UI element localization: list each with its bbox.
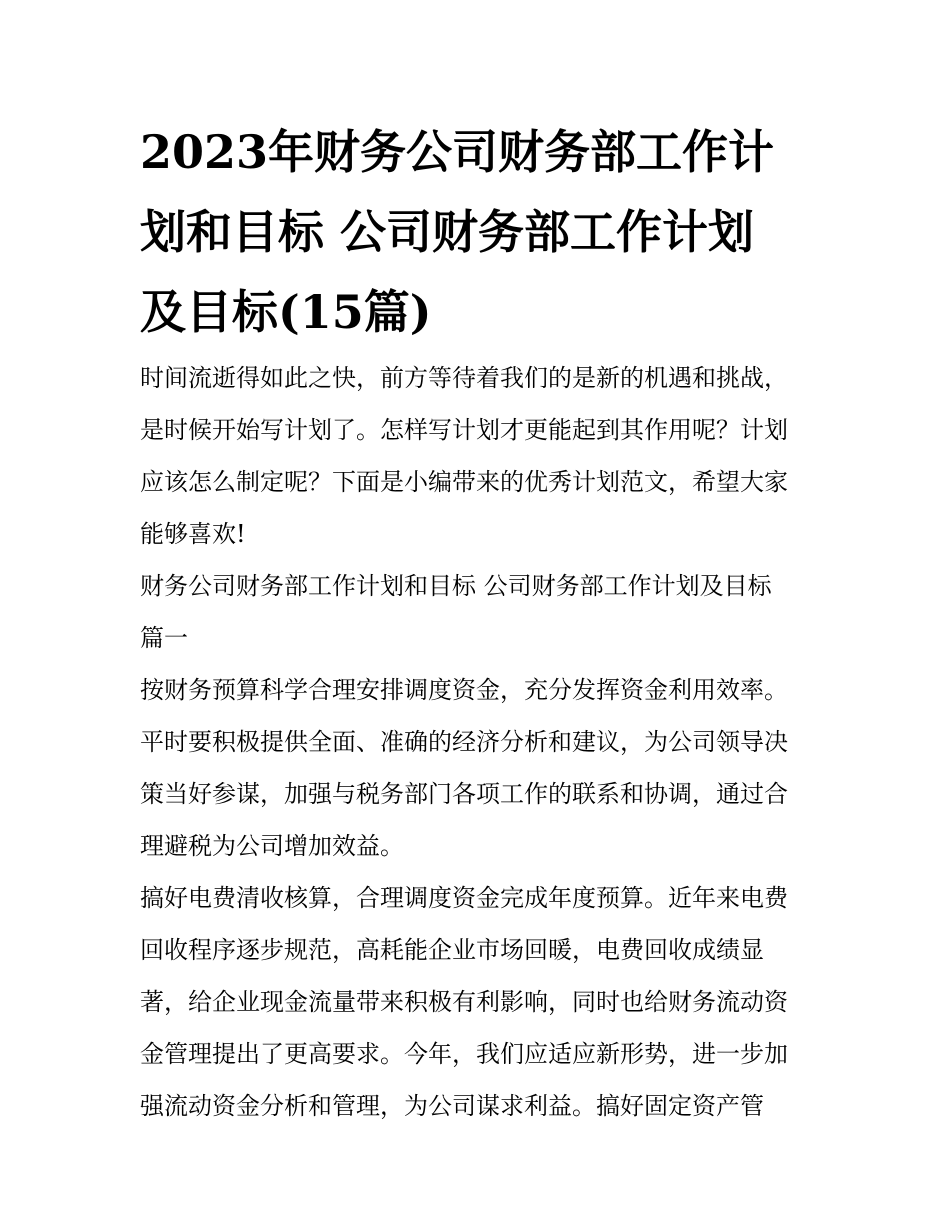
title-line-1: 2023年财务公司财务部工作计	[140, 125, 775, 179]
body-line-15: 强流动资金分析和管理，为公司谋求利益。搞好固定资产管	[140, 1092, 764, 1120]
body-line-14: 金管理提出了更高要求。今年，我们应适应新形势，进一步加	[140, 1040, 788, 1068]
body-line-13: 著，给企业现金流量带来积极有利影响，同时也给财务流动资	[140, 988, 788, 1016]
document-body	[140, 352, 820, 1132]
body-line-1: 时间流逝得如此之快，前方等待着我们的是新的机遇和挑战，	[140, 364, 788, 392]
body-line-12: 回收程序逐步规范，高耗能企业市场回暖，电费回收成绩显	[140, 936, 764, 964]
body-line-11: 搞好电费清收核算，合理调度资金完成年度预算。近年来电费	[140, 884, 788, 912]
section-heading-line-1: 财务公司财务部工作计划和目标 公司财务部工作计划及目标	[140, 572, 772, 600]
section-heading-line-2: 篇一	[140, 624, 188, 652]
body-line-10: 理避税为公司增加效益。	[140, 832, 404, 860]
document-title	[140, 112, 820, 352]
body-line-9: 策当好参谋，加强与税务部门各项工作的联系和协调，通过合	[140, 780, 788, 808]
body-line-2: 是时候开始写计划了。怎样写计划才更能起到其作用呢？计划	[140, 416, 788, 444]
body-line-3: 应该怎么制定呢？下面是小编带来的优秀计划范文，希望大家	[140, 468, 788, 496]
title-line-2: 划和目标 公司财务部工作计划	[140, 205, 755, 259]
body-line-4: 能够喜欢!	[140, 520, 246, 548]
body-line-7: 按财务预算科学合理安排调度资金，充分发挥资金利用效率。	[140, 676, 788, 704]
title-line-3: 及目标(15篇)	[140, 285, 432, 339]
body-line-8: 平时要积极提供全面、准确的经济分析和建议，为公司领导决	[140, 728, 788, 756]
